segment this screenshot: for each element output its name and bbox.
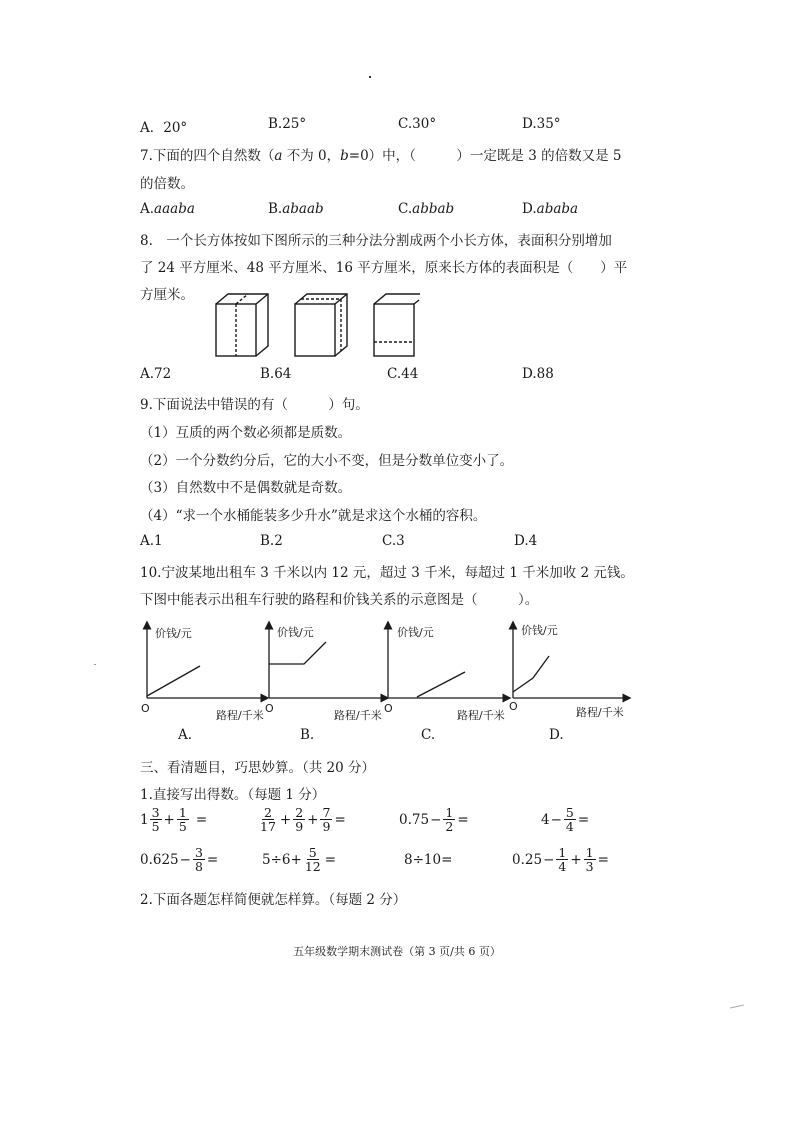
expr-1-whole: 1	[140, 811, 149, 828]
expr-1-frac2-den: 5	[178, 819, 187, 835]
q7-text-2: 不为 0，	[282, 148, 341, 164]
expr-8-frac1	[556, 846, 568, 873]
cuboid-3	[374, 294, 420, 356]
expr-1-frac2	[177, 806, 189, 833]
expr-2-frac1	[258, 806, 278, 833]
expr-1-frac2-num: 1	[178, 805, 187, 820]
q7-text-1: 7.下面的四个自然数（	[140, 148, 275, 164]
q6-option-a[interactable]: A．20°	[140, 120, 188, 136]
q9-statement-3: （3）自然数中不是偶数就是奇数。	[140, 480, 352, 496]
expr-3-op: −	[430, 811, 442, 828]
section3-sub1: 1.直接写出得数。（每题 1 分）	[140, 787, 326, 803]
q7-option-c-label: C.	[398, 201, 413, 217]
expr-2-frac1-num: 2	[263, 805, 272, 820]
q9-option-b[interactable]: B.2	[260, 533, 283, 549]
expr-6-frac-den: 12	[304, 859, 321, 875]
graph-a-origin: O	[141, 702, 150, 715]
graph-b-ylabel: 价钱/元	[277, 626, 314, 639]
q8-option-b[interactable]: B.64	[260, 366, 292, 382]
expr-3-frac-num: 1	[445, 805, 454, 820]
graph-b-xlabel: 路程/千米	[334, 709, 382, 722]
q7-option-c-value: abbab	[412, 201, 455, 217]
expr-3-a: 0.75	[399, 811, 430, 828]
expr-2-frac2-den: 9	[295, 819, 304, 835]
scan-speck	[94, 664, 96, 665]
expr-8-op1: −	[543, 851, 555, 868]
q10-stem-line2: 下图中能表示出租车行驶的路程和价钱关系的示意图是（ ）。	[140, 592, 539, 608]
expr-4-frac-num: 5	[565, 805, 574, 820]
cuboid-2	[295, 294, 347, 356]
expr-3-frac-den: 2	[445, 819, 454, 835]
expr-2-frac3-num: 7	[322, 805, 331, 820]
cuboid-1	[216, 294, 268, 356]
q10-option-b[interactable]: B.	[300, 727, 315, 743]
q6-option-b[interactable]: B.25°	[268, 116, 307, 132]
expr-6-a: 5÷6+	[262, 851, 302, 868]
expr-4-frac	[564, 806, 576, 833]
q7-var-b: b	[340, 148, 349, 164]
expr-5-frac	[193, 846, 205, 873]
expr-2-frac3	[320, 806, 332, 833]
expr-4	[541, 806, 590, 833]
q10-option-d[interactable]: D.	[549, 727, 564, 743]
expr-2-frac3-den: 9	[322, 819, 331, 835]
expr-5-frac-num: 3	[194, 845, 203, 860]
expr-2-frac2	[293, 806, 305, 833]
expr-4-op: −	[550, 811, 562, 828]
expr-3-frac	[443, 806, 455, 833]
q9-stem: 9.下面说法中错误的有（ ）句。	[140, 397, 369, 413]
expr-4-a: 4	[541, 811, 550, 828]
q9-statement-1: （1）互质的两个数必须都是质数。	[140, 425, 352, 441]
q6-option-d[interactable]: D.35°	[522, 116, 561, 132]
q9-option-a[interactable]: A.1	[140, 533, 163, 549]
graph-c-xlabel: 路程/千米	[457, 709, 505, 722]
q9-statement-4: （4）“求一个水桶能装多少升水”就是求这个水桶的容积。	[140, 508, 487, 524]
expr-2-eq: =	[334, 811, 346, 828]
expr-7	[404, 852, 452, 868]
q7-option-d-label: D.	[522, 201, 537, 217]
q7-option-d-value: ababa	[536, 201, 579, 217]
expr-6	[262, 846, 337, 873]
expr-8-frac2-den: 3	[585, 859, 594, 875]
q7-option-a-label: A.	[140, 201, 155, 217]
expr-2-frac2-num: 2	[295, 805, 304, 820]
expr-8-frac1-den: 4	[558, 859, 567, 875]
q7-option-a[interactable]	[140, 201, 195, 217]
q8-stem-line1: 8. 一个长方体按如下图所示的三种分法分割成两个小长方体，表面积分别增加	[140, 233, 612, 249]
expr-1-eq: =	[195, 811, 208, 828]
q9-option-d[interactable]: D.4	[514, 533, 538, 549]
graph-a-ylabel: 价钱/元	[155, 627, 192, 640]
expr-1-frac1-den: 5	[151, 819, 160, 835]
graph-b-origin: O	[265, 702, 274, 715]
q8-stem-line2: 了 24 平方厘米、48 平方厘米、16 平方厘米，原来长方体的表面积是（ ）平	[140, 260, 628, 276]
q9-option-c[interactable]: C.3	[382, 533, 405, 549]
q7-stem	[140, 144, 621, 164]
page-footer: 五年级数学期末测试卷（第 3 页/共 6 页）	[293, 945, 501, 958]
expr-5-frac-den: 8	[194, 859, 203, 875]
q8-stem-line3: 方厘米。	[140, 287, 194, 303]
q10-option-a[interactable]: A.	[178, 727, 193, 743]
graph-c-origin: O	[384, 702, 393, 715]
expr-8-a: 0.25	[512, 851, 543, 868]
expr-5-eq: =	[206, 851, 219, 868]
expr-1-frac1-num: 3	[151, 805, 160, 820]
q7-var-a: a	[274, 148, 283, 164]
q7-option-d[interactable]	[522, 201, 578, 217]
section3-title: 三、看清题目，巧思妙算。（共 20 分）	[140, 760, 376, 776]
q10-option-c[interactable]: C.	[421, 727, 436, 743]
expr-6-frac-num: 5	[308, 845, 317, 860]
q7-option-b-value: abaab	[282, 201, 324, 217]
expr-5-a: 0.625	[140, 851, 179, 868]
q10-graphs	[135, 620, 635, 725]
q7-option-b-label: B.	[268, 201, 283, 217]
q8-option-d[interactable]: D.88	[522, 366, 554, 382]
expr-4-frac-den: 4	[565, 819, 574, 835]
graph-d-xlabel: 路程/千米	[576, 706, 624, 719]
section3-sub2: 2.下面各题怎样简便就怎样算。（每题 2 分）	[140, 892, 407, 908]
expr-8-frac1-num: 1	[558, 845, 567, 860]
expr-3	[399, 806, 470, 833]
expr-3-eq: =	[457, 811, 469, 828]
expr-6-frac	[303, 846, 323, 873]
graph-d-origin: O	[509, 700, 518, 713]
expr-1-op: +	[163, 811, 175, 828]
graph-c-ylabel: 价钱/元	[397, 626, 434, 639]
expr-2-op2: +	[307, 811, 319, 828]
expr-8	[512, 846, 610, 873]
expr-1-frac1	[150, 806, 162, 833]
q10-stem-line1: 10.宁波某地出租车 3 千米以内 12 元，超过 3 千米，每超过 1 千米加收 2 元钱。	[140, 565, 634, 581]
expr-7-text: 8÷10=	[404, 852, 453, 868]
scan-speck	[730, 1005, 744, 1009]
expr-2-op1: +	[279, 811, 292, 828]
q7-stem-line2: 的倍数。	[140, 176, 194, 192]
q9-statement-2: （2）一个分数约分后，它的大小不变，但是分数单位变小了。	[140, 453, 514, 469]
expr-2-frac1-den: 17	[260, 819, 276, 835]
q8-cuboid-figures	[210, 290, 420, 360]
expr-5-op: −	[179, 851, 191, 868]
q7-option-c[interactable]	[398, 201, 454, 217]
expr-1	[140, 806, 208, 833]
q8-option-a[interactable]: A.72	[140, 366, 172, 382]
q8-option-c[interactable]: C.44	[387, 366, 419, 382]
expr-5	[140, 846, 219, 873]
expr-2	[257, 806, 347, 833]
expr-8-eq: =	[597, 851, 609, 868]
expr-4-eq: =	[577, 811, 590, 828]
q7-option-b[interactable]	[268, 201, 324, 217]
expr-8-frac2	[584, 846, 596, 873]
graph-a-xlabel: 路程/千米	[216, 709, 264, 722]
expr-8-op2: +	[570, 851, 582, 868]
graph-d-ylabel: 价钱/元	[521, 624, 558, 637]
q7-option-a-value: aaaba	[154, 201, 195, 217]
scan-dot	[369, 76, 371, 78]
q6-option-c[interactable]: C.30°	[398, 116, 437, 132]
expr-6-eq: =	[324, 851, 337, 868]
q7-text-3: =0）中，（ ）一定既是 3 的倍数又是 5	[348, 148, 622, 164]
expr-8-frac2-num: 1	[585, 845, 594, 860]
